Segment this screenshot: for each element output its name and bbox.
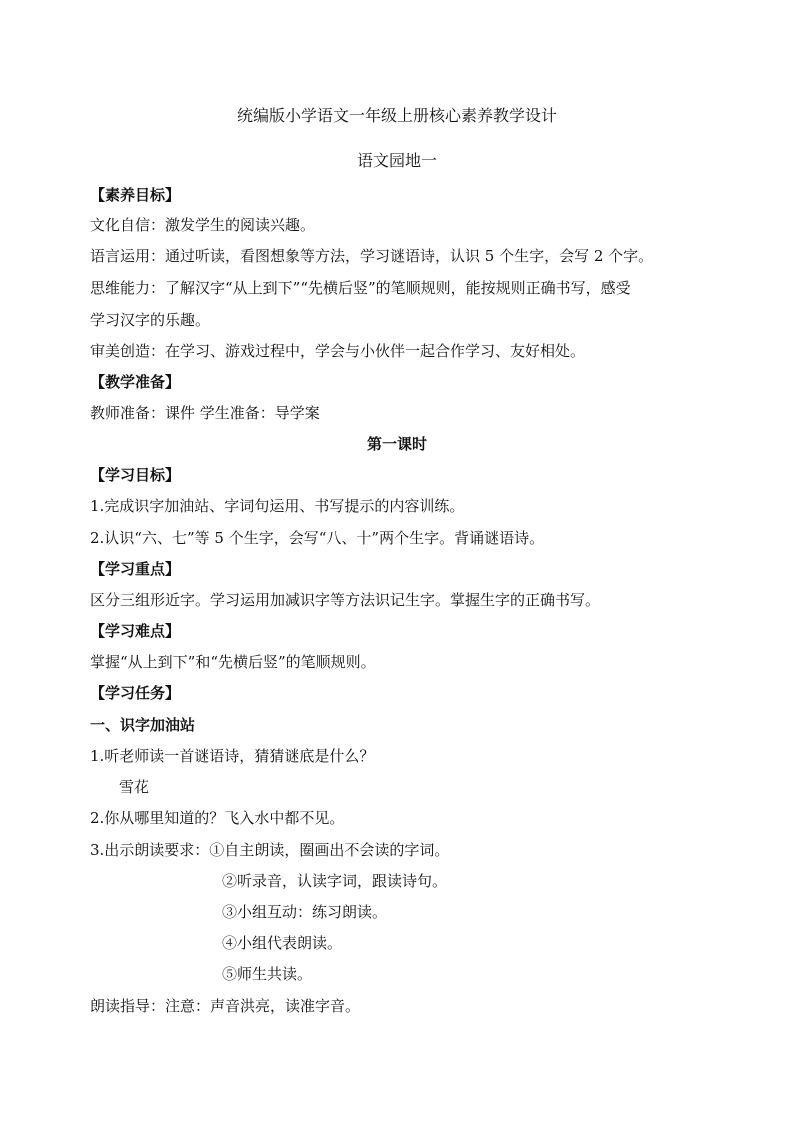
task-question-3: 3.出示朗读要求：①自主朗读，圈画出不会读的字词。 [90, 841, 450, 859]
lesson-heading: 第一课时 [366, 435, 427, 453]
section-heading-learning-goals: 【学习目标】 [90, 466, 181, 484]
literacy-line-4: 学习汉字的乐趣。 [90, 311, 211, 329]
goal-line-2: 2.认识“六、七”等 5 个生字，会写“八、十”两个生字。背诵谜语诗。 [90, 529, 545, 547]
document-title: 统编版小学语文一年级上册核心素养教学设计 [236, 106, 557, 125]
literacy-line-1: 文化自信：激发学生的阅读兴趣。 [90, 216, 316, 234]
section-heading-literacy-goals: 【素养目标】 [90, 186, 181, 204]
literacy-line-2: 语言运用：通过听读，看图想象等方法，学习谜语诗，认识 5 个生字，会写 2 个字。 [90, 247, 654, 265]
reading-requirement-3: ③小组互动：练习朗读。 [222, 903, 388, 921]
reading-requirement-2: ②听录音，认读字词，跟读诗句。 [222, 872, 448, 890]
reading-requirement-5: ⑤师生共读。 [222, 965, 313, 983]
document-subtitle: 语文园地一 [356, 151, 437, 170]
task-question-1: 1.听老师读一首谜语诗，猜猜谜底是什么？ [90, 747, 375, 765]
riddle-answer: 雪花 [119, 778, 150, 796]
literacy-line-3: 思维能力：了解汉字“从上到下”“先横后竖”的笔顺规则，能按规则正确书写，感受 [90, 279, 631, 297]
goal-line-1: 1.完成识字加油站、字词句运用、书写提示的内容训练。 [90, 497, 465, 515]
prep-line: 教师准备：课件 学生准备：导学案 [90, 404, 320, 422]
task-question-2: 2.你从哪里知道的？飞入水中都不见。 [90, 809, 345, 827]
reading-requirement-4: ④小组代表朗读。 [222, 934, 343, 952]
difficulty-line: 掌握“从上到下”和“先横后竖”的笔顺规则。 [90, 653, 376, 671]
section-heading-tasks: 【学习任务】 [90, 684, 181, 702]
literacy-line-5: 审美创造：在学习、游戏过程中，学会与小伙伴一起合作学习、友好相处。 [90, 342, 586, 360]
task-heading-1: 一、识字加油站 [90, 716, 196, 734]
section-heading-key-points: 【学习重点】 [90, 560, 181, 578]
key-points-line: 区分三组形近字。学习运用加减识字等方法识记生字。掌握生字的正确书写。 [90, 591, 601, 609]
section-heading-difficulties: 【学习难点】 [90, 622, 181, 640]
section-heading-teaching-prep: 【教学准备】 [90, 373, 181, 391]
reading-guidance: 朗读指导：注意：声音洪亮，读准字音。 [90, 997, 361, 1015]
